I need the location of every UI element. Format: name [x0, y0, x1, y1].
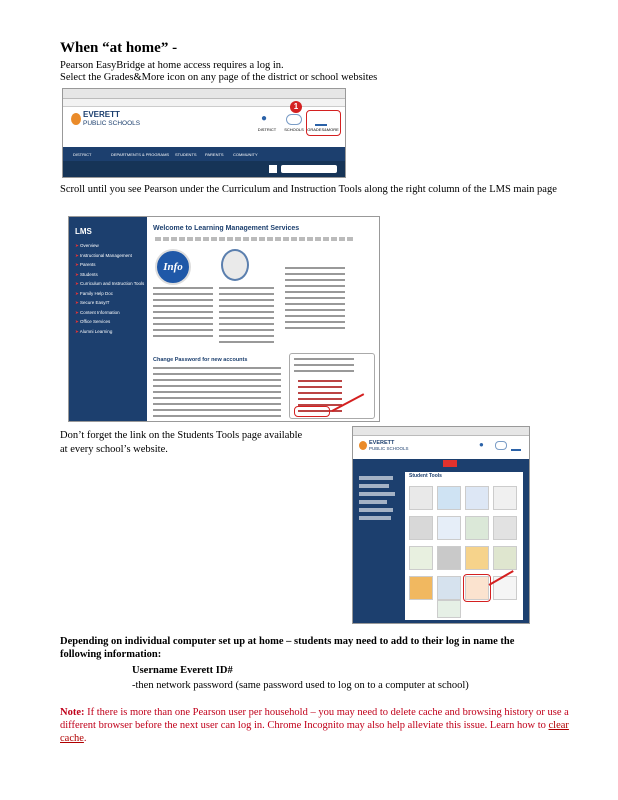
callout-badge: 1	[290, 101, 302, 113]
tool-tile[interactable]	[409, 486, 433, 510]
bookmarks-bar	[63, 99, 345, 107]
highlight-box	[306, 110, 341, 136]
curriculum-tools-text	[294, 358, 354, 376]
nav-item-departments[interactable]: DEPARTMENTS & PROGRAMS	[111, 152, 170, 157]
district-website-screenshot	[62, 88, 346, 178]
tool-tile[interactable]	[437, 486, 461, 510]
lms-sidebar	[69, 217, 147, 421]
lms-welcome-title: Welcome to Learning Management Services	[153, 225, 300, 232]
tool-tile[interactable]	[409, 546, 433, 570]
tool-tile[interactable]	[465, 546, 489, 570]
student-tools-title: Student Tools	[409, 473, 442, 479]
logo-line-2: PUBLIC SCHOOLS	[83, 120, 141, 127]
intro-line-2: Select the Grades&More icon on any page of the district or school websites	[60, 72, 378, 83]
curriculum-tools-box	[289, 353, 375, 419]
tool-tile[interactable]	[437, 516, 461, 540]
main-nav-bar	[353, 459, 529, 468]
nav-item-active[interactable]	[443, 460, 457, 467]
lms-sidebar-item[interactable]: ➤ Family Help Doc	[75, 290, 114, 296]
tool-tile[interactable]	[437, 546, 461, 570]
search-input[interactable]	[281, 165, 337, 173]
note-end: .	[83, 733, 87, 744]
lms-sidebar-item[interactable]: ➤ Instructional Management	[75, 252, 132, 258]
depending-line-1: Depending on individual computer set up at home – students may need to add to their log in name the	[60, 636, 515, 647]
tool-tile[interactable]	[409, 576, 433, 600]
lms-sidebar-title: LMS	[75, 227, 92, 236]
nav-item-students[interactable]: STUDENTS	[175, 152, 197, 157]
home-icon[interactable]	[269, 165, 277, 173]
grades-more-icon[interactable]	[511, 441, 521, 451]
change-password-text	[153, 367, 281, 417]
everett-logo-icon	[359, 441, 367, 450]
tool-tile[interactable]	[437, 600, 461, 618]
intro-line-1: Pearson EasyBridge at home access requires a log in.	[60, 60, 284, 71]
lms-page-screenshot	[68, 216, 380, 422]
note-label: Note:	[60, 707, 85, 718]
lms-sidebar-item[interactable]: ➤ Secure EasyIT	[75, 300, 110, 305]
pearson-highlight	[463, 574, 491, 602]
district-icon[interactable]: ●	[479, 440, 484, 449]
lms-intro-text	[155, 237, 355, 241]
tool-tile[interactable]	[493, 546, 517, 570]
students-text-line-1: Don’t forget the link on the Students Tools page available	[60, 430, 303, 441]
lms-column-right-text	[285, 267, 345, 333]
schools-icon[interactable]	[495, 441, 507, 450]
lms-sidebar-item[interactable]: ➤ Students	[75, 271, 98, 277]
lms-sidebar-item[interactable]: ➤ Curriculum and Instruction Tools	[75, 281, 145, 286]
logo-line-1: EVERETT	[83, 110, 120, 119]
student-tools-body	[353, 468, 529, 623]
grades-more-icon-label: GRADES&MORE	[307, 127, 339, 132]
browser-toolbar	[353, 427, 529, 436]
nav-item-community[interactable]: COMMUNITY	[233, 152, 258, 157]
lms-column-left-text	[153, 287, 213, 337]
district-icon[interactable]: ●	[261, 113, 268, 124]
main-nav-bar	[63, 147, 345, 161]
scroll-instructions: Scroll until you see Pearson under the Curriculum and Instruction Tools along the right column of the LMS main page	[60, 184, 557, 195]
username-line: Username Everett ID#	[132, 665, 233, 676]
student-tools-sidebar	[359, 476, 399, 524]
students-text-line-2: at every school’s website.	[60, 444, 168, 455]
lms-sidebar-list	[75, 241, 145, 336]
password-line: -then network password (same password used to log on to a computer at school)	[132, 680, 469, 691]
tool-tile[interactable]	[493, 516, 517, 540]
change-password-heading: Change Password for new accounts	[153, 357, 248, 363]
schoolweb-icon[interactable]	[221, 249, 249, 281]
info-icon-label: Info	[163, 261, 183, 273]
search-bar-strip	[63, 161, 345, 177]
tool-tile[interactable]	[465, 516, 489, 540]
student-tools-tile-grid	[405, 472, 523, 620]
pearson-highlight	[294, 406, 330, 417]
tool-tile[interactable]	[493, 486, 517, 510]
tool-tile[interactable]	[437, 576, 461, 600]
lms-sidebar-item[interactable]: ➤ Alumni Learning	[75, 328, 113, 334]
everett-logo-icon	[71, 113, 81, 125]
clear-cache-link[interactable]: clear cache	[60, 720, 569, 744]
lms-sidebar-item[interactable]: ➤ Parents	[75, 262, 96, 267]
tool-tile[interactable]	[465, 486, 489, 510]
logo-line-2: PUBLIC SCHOOLS	[369, 446, 409, 451]
nav-item-district[interactable]: DISTRICT	[73, 152, 92, 157]
logo-line-1: EVERETT	[369, 440, 395, 446]
district-icon-label: DISTRICT	[257, 127, 277, 132]
student-tools-screenshot	[352, 426, 530, 624]
lms-sidebar-item[interactable]: ➤ Content Information	[75, 309, 120, 315]
info-icon[interactable]	[155, 249, 191, 285]
note-text: If there is more than one Pearson user per household – you may need to delete cache and browsing history or use a different browser before the next user can log in. Chrome Incognito may also help alleviate this issue. Learn how to	[60, 707, 569, 731]
nav-item-parents[interactable]: PARENTS	[205, 152, 224, 157]
tool-tile[interactable]	[409, 516, 433, 540]
note-paragraph	[60, 706, 580, 745]
lms-column-mid-text	[219, 287, 274, 347]
schools-icon-label: SCHOOLS	[284, 127, 304, 132]
page-heading: When “at home” -	[60, 40, 178, 56]
lms-sidebar-item[interactable]: ➤ Office Services	[75, 319, 111, 324]
browser-toolbar	[63, 89, 345, 99]
depending-line-2: following information:	[60, 649, 162, 660]
lms-sidebar-item[interactable]: ➤ Overview	[75, 243, 99, 248]
schools-icon[interactable]	[286, 114, 302, 125]
